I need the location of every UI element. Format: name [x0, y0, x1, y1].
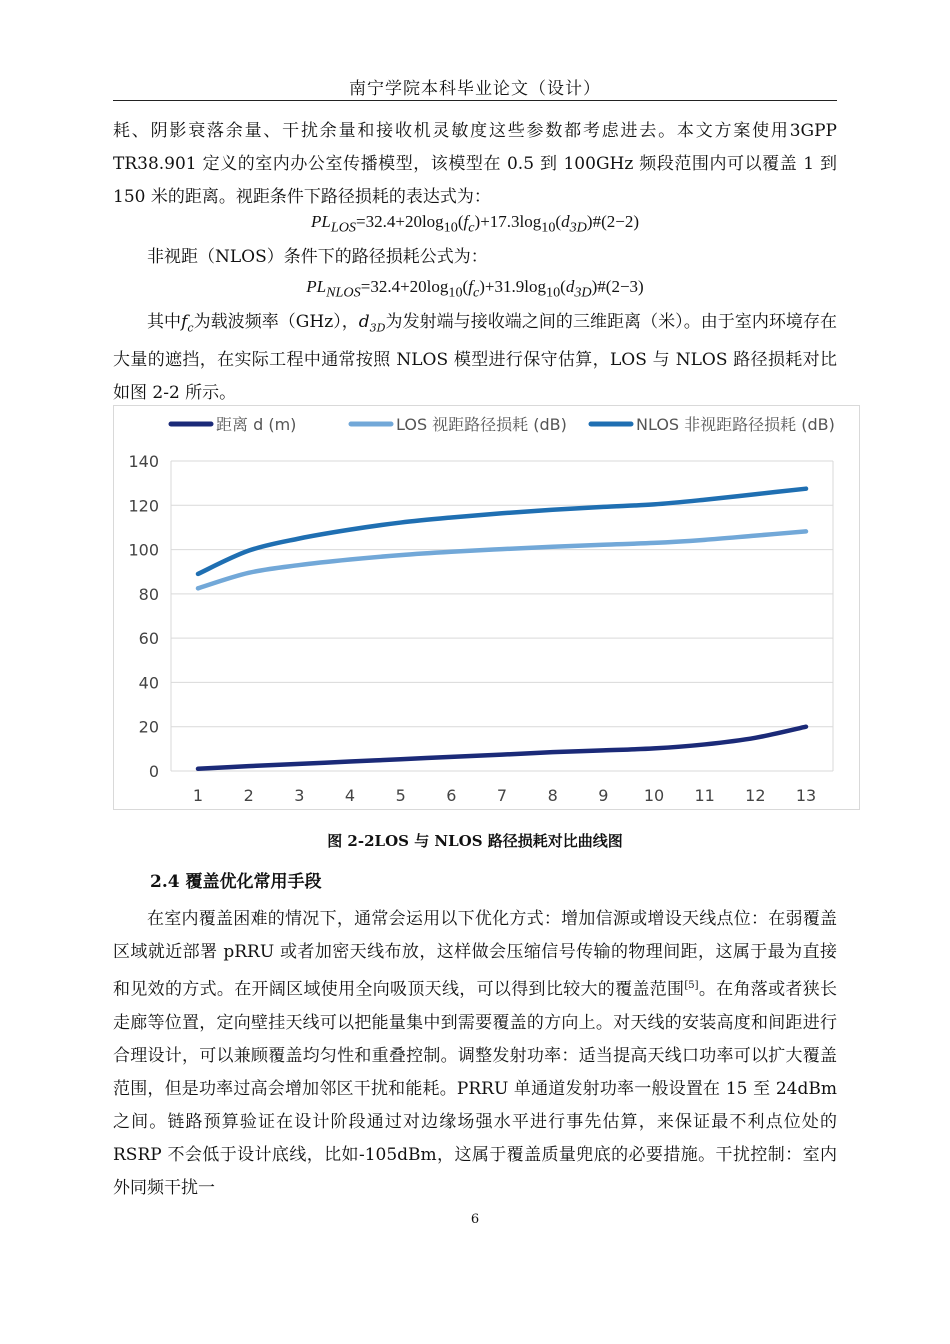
x-tick-label: 4 — [344, 786, 356, 805]
page-header-title: 南宁学院本科毕业论文（设计） — [349, 79, 601, 99]
chart-frame — [114, 406, 860, 810]
formula-nlos-log-base: 10 — [448, 284, 463, 301]
formula-nlos-rhs-b: +31.9log — [484, 277, 546, 296]
figure-caption: 图 2-2LOS 与 NLOS 路径损耗对比曲线图 — [327, 832, 623, 850]
x-tick-label: 10 — [643, 786, 665, 805]
y-tick-label: 100 — [128, 540, 159, 560]
path-loss-chart — [113, 405, 860, 810]
formula-los-tag: #(2−2) — [592, 212, 639, 231]
x-tick-label: 12 — [745, 786, 766, 805]
formula-los-fc: f — [463, 212, 469, 231]
citation-ref[interactable]: [5] — [684, 980, 699, 991]
x-tick-label: 6 — [446, 786, 457, 805]
y-tick-label: 20 — [138, 717, 159, 737]
y-tick-label: 40 — [138, 673, 159, 693]
legend-label: LOS 视距路径损耗 (dB) — [396, 415, 567, 434]
paragraph-3-d: d — [358, 312, 370, 332]
paragraph-3 — [113, 306, 837, 410]
formula-nlos-fc: f — [468, 277, 473, 296]
x-tick-label: 13 — [795, 786, 817, 805]
formula-nlos-d-sub: 3D — [574, 284, 592, 301]
y-tick-label: 80 — [138, 584, 159, 604]
formula-los-rhs-a: =32.4+20log — [356, 212, 444, 231]
x-tick-label: 9 — [598, 786, 609, 805]
paragraph-2: 非视距（NLOS）条件下的路径损耗公式为： — [147, 247, 488, 267]
page-number: 6 — [470, 1212, 480, 1227]
paragraph-1: 耗、阴影衰落余量、干扰余量和接收机灵敏度这些参数都考虑进去。本文方案使用3GPP TR38.901 定义的室内办公室传播模型，该模型在 0.5 到 100GHz 频段范围内可以覆盖 1 到 150 米的距离。视距条件下路径损耗的表达式为： — [113, 121, 837, 207]
formula-nlos: $PL_{NLOS}=32.4+20\log_{10}(f_c)+31.9\log_{10}(d_{3D})\#(2-3)$ — [306, 277, 644, 301]
x-tick-label: 1 — [192, 786, 204, 805]
x-tick-label: 2 — [243, 786, 254, 805]
formula-los-lhs: PL — [310, 212, 331, 231]
y-tick-label: 120 — [128, 496, 159, 516]
paragraph-4-a: 在室内覆盖困难的情况下，通常会运用以下优化方式：增加信源或增设天线点位：在弱覆盖区域就近部署 pRRU 或者加密天线布放，这样做会压缩信号传输的物理间距，这属于最为直接和见效的方式。在开阔区域使用全向吸顶天线，可以得到比较大的覆盖范围 — [113, 909, 837, 1000]
formula-los-fc-sub: c — [468, 219, 475, 236]
y-tick-label: 60 — [138, 629, 159, 649]
formula-los-log-base-2: 10 — [541, 219, 556, 236]
header-divider — [113, 100, 837, 101]
formula-los-d-sub: 3D — [569, 219, 587, 236]
legend-label: NLOS 非视距路径损耗 (dB) — [636, 415, 835, 434]
formula-nlos-rhs-a: =32.4+20log — [360, 277, 449, 296]
y-tick-label: 0 — [148, 762, 159, 781]
x-tick-label: 11 — [694, 786, 715, 805]
x-tick-label: 8 — [547, 786, 558, 805]
paragraph-3-fc: f — [181, 312, 188, 332]
paragraph-4 — [113, 903, 837, 1205]
formula-los-lhs-sub: LOS — [330, 219, 357, 236]
formula-nlos-d: d — [565, 277, 575, 296]
formula-nlos-log-base-2: 10 — [545, 284, 561, 301]
formula-nlos-lhs: PL — [306, 277, 327, 296]
formula-nlos-fc-sub: c — [472, 284, 480, 301]
x-tick-label: 5 — [395, 786, 406, 805]
formula-los-log-base: 10 — [443, 219, 458, 236]
formula-nlos-tag: #(2−3) — [597, 277, 644, 296]
formula-los-rhs-b: +17.3log — [480, 212, 542, 231]
section-heading: 2.4 覆盖优化常用手段 — [150, 872, 322, 892]
x-tick-label: 3 — [294, 786, 305, 805]
chart-legend — [171, 415, 835, 434]
figure-2-2 — [113, 405, 860, 810]
formula-los: $PL_{LOS}=32.4+20\log_{10}(f_c)+17.3\log_{10}(d_{3D})\#(2-2)$ — [310, 212, 639, 236]
formula-nlos-lhs-sub: NLOS — [326, 284, 361, 301]
paragraph-3-b: 为载波频率（GHz）， — [193, 312, 359, 332]
paragraph-3-fc-sub: c — [187, 321, 194, 335]
paragraph-3-d-sub: 3D — [369, 321, 386, 335]
paragraph-3-a: 其中 — [147, 312, 182, 332]
y-tick-label: 140 — [128, 452, 159, 471]
formula-los-d: d — [561, 212, 570, 231]
paragraph-4-b: 。在角落或者狭长走廊等位置，定向壁挂天线可以把能量集中到需要覆盖的方向上。对天线的安装高度和间距进行合理设计，可以兼顾覆盖均匀性和重叠控制。调整发射功率：适当提高天线口功率可以扩大覆盖范围，但是功率过高会增加邻区干扰和能耗。PRRU 单通道发射功率一般设置在 15 至 24dBm 之间。链路预算验证在设计阶段通过对边缘场强水平进行事先估算，来保证最不利点位处的 RSRP 不会低于设计底线，比如-105dBm，这属于覆盖质量兜底的必要措施。干扰控制：室内外同频干扰一 — [113, 979, 838, 1198]
legend-label: 距离 d (m) — [216, 415, 297, 434]
x-tick-label: 7 — [496, 786, 508, 805]
paragraph-3-c: 为发射端与接收端之间的三维距离（米）。由于室内环境存在大量的遮挡，在实际工程中通常按照 NLOS 模型进行保守估算，LOS 与 NLOS 路径损耗对比如图 2-2 所示。 — [113, 312, 837, 404]
